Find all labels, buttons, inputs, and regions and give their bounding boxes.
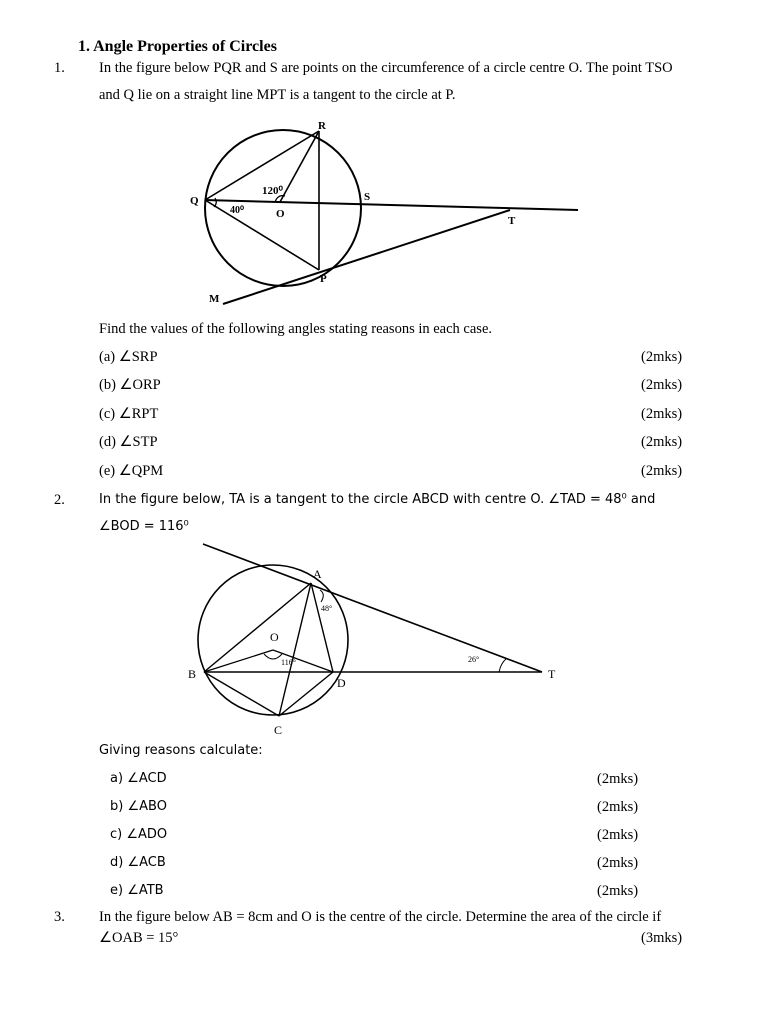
q2-label-48: 48° [321, 604, 333, 613]
q1-part-e: (e) ∠QPM [99, 463, 164, 479]
q2-line-BC [204, 672, 279, 716]
q2-label-A: A [313, 567, 322, 581]
q2-label-C: C [274, 723, 283, 737]
q2-line-AC [279, 583, 311, 716]
q2-angle-arc-48 [320, 590, 323, 602]
q1-part-d-marks: (2mks) [641, 434, 683, 450]
q1-text-line1: In the figure below PQR and S are points on the circumference of a circle centre O. The point TSO [99, 60, 673, 76]
q3-marks: (3mks) [641, 930, 683, 946]
q1-part-a: (a) ∠SRP [99, 349, 158, 365]
q2-label-D: D [337, 676, 346, 690]
q2-number: 2. [54, 492, 65, 508]
q3-text-line2: ∠OAB = 15° [99, 930, 179, 946]
q1-part-c-marks: (2mks) [641, 406, 683, 422]
page-title: 1. Angle Properties of Circles [78, 38, 277, 55]
q2-label-26: 26° [468, 655, 480, 664]
q2-part-e-marks: (2mks) [597, 883, 639, 899]
q2-part-d-marks: (2mks) [597, 855, 639, 871]
q2-part-a: a) ∠ACD [110, 771, 167, 786]
q2-part-a-marks: (2mks) [597, 771, 639, 787]
q2-part-c-marks: (2mks) [597, 827, 639, 843]
q1-line-QP [205, 200, 319, 270]
q1-part-e-marks: (2mks) [641, 463, 683, 479]
q1-line-OR [280, 131, 319, 202]
q2-line-OB [204, 650, 273, 672]
q1-instruction: Find the values of the following angles stating reasons in each case. [99, 321, 493, 337]
q2-label-B: B [188, 667, 197, 681]
q2-figure [180, 538, 580, 744]
q1-part-b: (b) ∠ORP [99, 377, 161, 393]
q2-label-O: O [270, 630, 279, 644]
q1-label-T: T [508, 215, 516, 227]
q2-label-116: 116° [281, 658, 296, 667]
q1-label-O: O [276, 208, 285, 220]
q1-label-P: P [320, 273, 327, 285]
q1-label-R: R [318, 120, 326, 132]
q1-text-line2: and Q lie on a straight line MPT is a tangent to the circle at P. [99, 87, 456, 103]
q1-figure [180, 112, 590, 312]
q1-tangent-MT [223, 210, 510, 304]
q2-part-e: e) ∠ATB [110, 883, 164, 898]
q1-label-S: S [364, 191, 371, 203]
q2-instruction: Giving reasons calculate: [99, 743, 263, 758]
q1-label-M: M [209, 293, 220, 305]
q1-label-Q: Q [190, 195, 199, 207]
q1-label-40: 40⁰ [230, 205, 245, 216]
q3-text-line1: In the figure below AB = 8cm and O is the centre of the circle. Determine the area of the circle if [99, 909, 662, 925]
q2-text-line2: ∠BOD = 116⁰ [99, 519, 189, 534]
q2-part-b-marks: (2mks) [597, 799, 639, 815]
q2-line-AD [311, 583, 333, 672]
q1-part-a-marks: (2mks) [641, 349, 683, 365]
q2-text-line1: In the figure below, TA is a tangent to the circle ABCD with centre O. ∠TAD = 48⁰ and [99, 492, 656, 507]
q2-part-d: d) ∠ACB [110, 855, 166, 870]
q1-part-d: (d) ∠STP [99, 434, 158, 450]
q2-label-T: T [548, 667, 556, 681]
q1-part-b-marks: (2mks) [641, 377, 683, 393]
q1-label-120: 120⁰ [262, 185, 283, 197]
q2-part-b: b) ∠ABO [110, 799, 167, 814]
q3-number: 3. [54, 909, 65, 925]
q1-part-c: (c) ∠RPT [99, 406, 159, 422]
q2-tangent-TA [203, 544, 542, 672]
q2-part-c: c) ∠ADO [110, 827, 168, 842]
q1-number: 1. [54, 60, 65, 76]
q2-angle-arc-26 [499, 659, 506, 672]
q1-line-QT [205, 200, 578, 210]
q2-angle-arc-116 [264, 654, 282, 659]
